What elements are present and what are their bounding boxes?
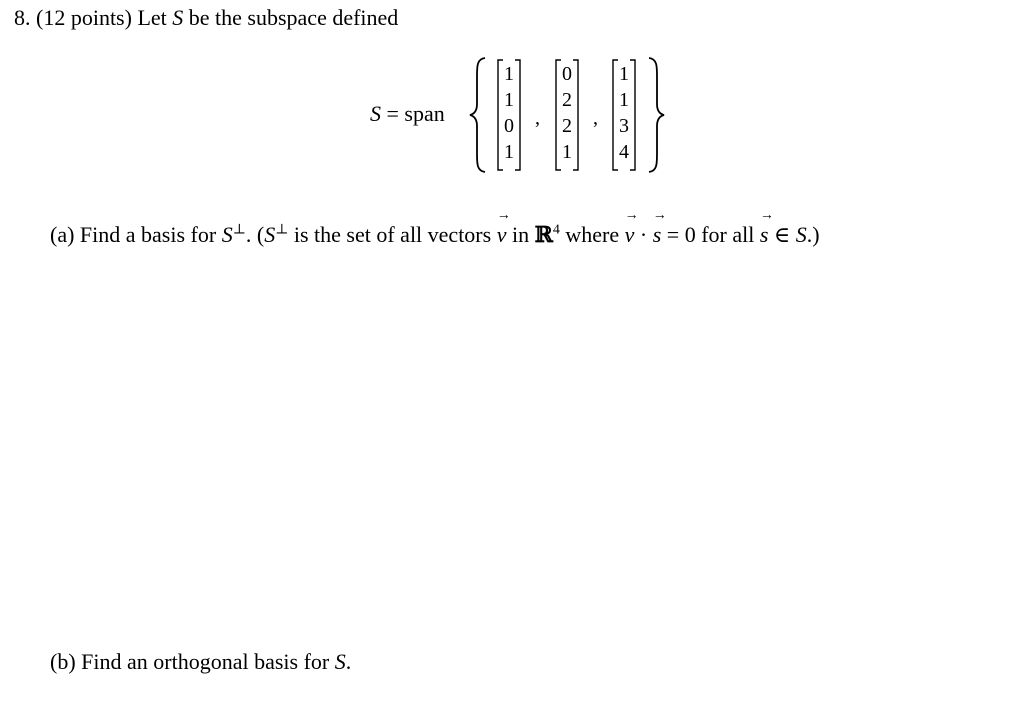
vector-3-entry: 4	[619, 141, 629, 163]
perp-symbol: ⊥	[232, 222, 246, 238]
vector-3	[612, 59, 636, 171]
vector-v-symbol	[496, 208, 511, 249]
vector-3-entry: 3	[619, 115, 629, 137]
vector-2	[555, 59, 579, 171]
equals-sign: =	[386, 101, 399, 126]
right-brace	[646, 56, 666, 174]
vector-3-entry: 1	[619, 63, 629, 85]
vector-2-entry: 0	[562, 63, 572, 85]
subspace-symbol: S	[264, 222, 276, 247]
vector-2-entry: 2	[562, 89, 572, 111]
part-a-text: Find a basis for	[79, 222, 217, 247]
part-b-text: Find an orthogonal basis for	[81, 649, 330, 674]
perp-symbol: ⊥	[275, 222, 289, 238]
span-lhs	[370, 100, 445, 128]
problem-header	[14, 4, 398, 32]
vector-1	[497, 59, 521, 171]
vector-arrow: →	[496, 208, 511, 223]
vector-1-entry: 1	[504, 89, 514, 111]
vector-s-letter: s	[759, 222, 769, 247]
subspace-symbol: S	[221, 222, 233, 247]
vector-arrow: →	[759, 208, 774, 223]
lhs-symbol: S	[370, 101, 381, 126]
vector-1-entry: 1	[504, 141, 514, 163]
span-operator: span	[404, 101, 445, 126]
problem-number: 8.	[14, 5, 31, 30]
vector-s-symbol	[652, 208, 667, 249]
span-definition	[370, 56, 670, 174]
element-of-symbol: ∈	[773, 222, 791, 247]
part-a-text: where	[565, 222, 620, 247]
part-b-label: (b)	[50, 649, 76, 674]
vector-s-symbol	[759, 208, 774, 249]
part-a-text: in	[511, 222, 530, 247]
vector-v-letter: v	[496, 222, 507, 247]
vector-2-entry: 1	[562, 141, 572, 163]
vector-s-letter: s	[652, 222, 662, 247]
part-a-text: is the set of all vectors	[293, 222, 492, 247]
vector-1-entry: 1	[504, 63, 514, 85]
dot-operator: ·	[639, 222, 648, 247]
vector-v-symbol	[624, 208, 639, 249]
part-a-question	[50, 208, 820, 249]
vector-separator: ,	[593, 107, 598, 129]
vector-3-entry: 1	[619, 89, 629, 111]
vector-v-letter: v	[624, 222, 635, 247]
subspace-symbol: S	[334, 649, 346, 674]
part-a-text: = 0 for all	[666, 222, 755, 247]
intro-prefix: Let	[137, 5, 167, 30]
part-b-question	[50, 648, 351, 676]
part-b-end: .	[345, 649, 352, 674]
intro-suffix: be the subspace defined	[188, 5, 399, 30]
left-brace	[468, 56, 488, 174]
part-a-text: .)	[806, 222, 820, 247]
vector-2-entry: 2	[562, 115, 572, 137]
vector-separator: ,	[535, 107, 540, 129]
subspace-symbol: S	[172, 5, 184, 30]
vector-1-entry: 0	[504, 115, 514, 137]
problem-points: (12 points)	[36, 5, 132, 30]
reals-symbol: ℝ	[534, 222, 553, 248]
vector-arrow: →	[624, 208, 639, 223]
part-a-text: . (	[245, 222, 265, 247]
part-a-label: (a)	[50, 222, 75, 247]
subspace-symbol: S	[795, 222, 807, 247]
dimension: 4	[552, 222, 560, 238]
vector-arrow: →	[652, 208, 667, 223]
